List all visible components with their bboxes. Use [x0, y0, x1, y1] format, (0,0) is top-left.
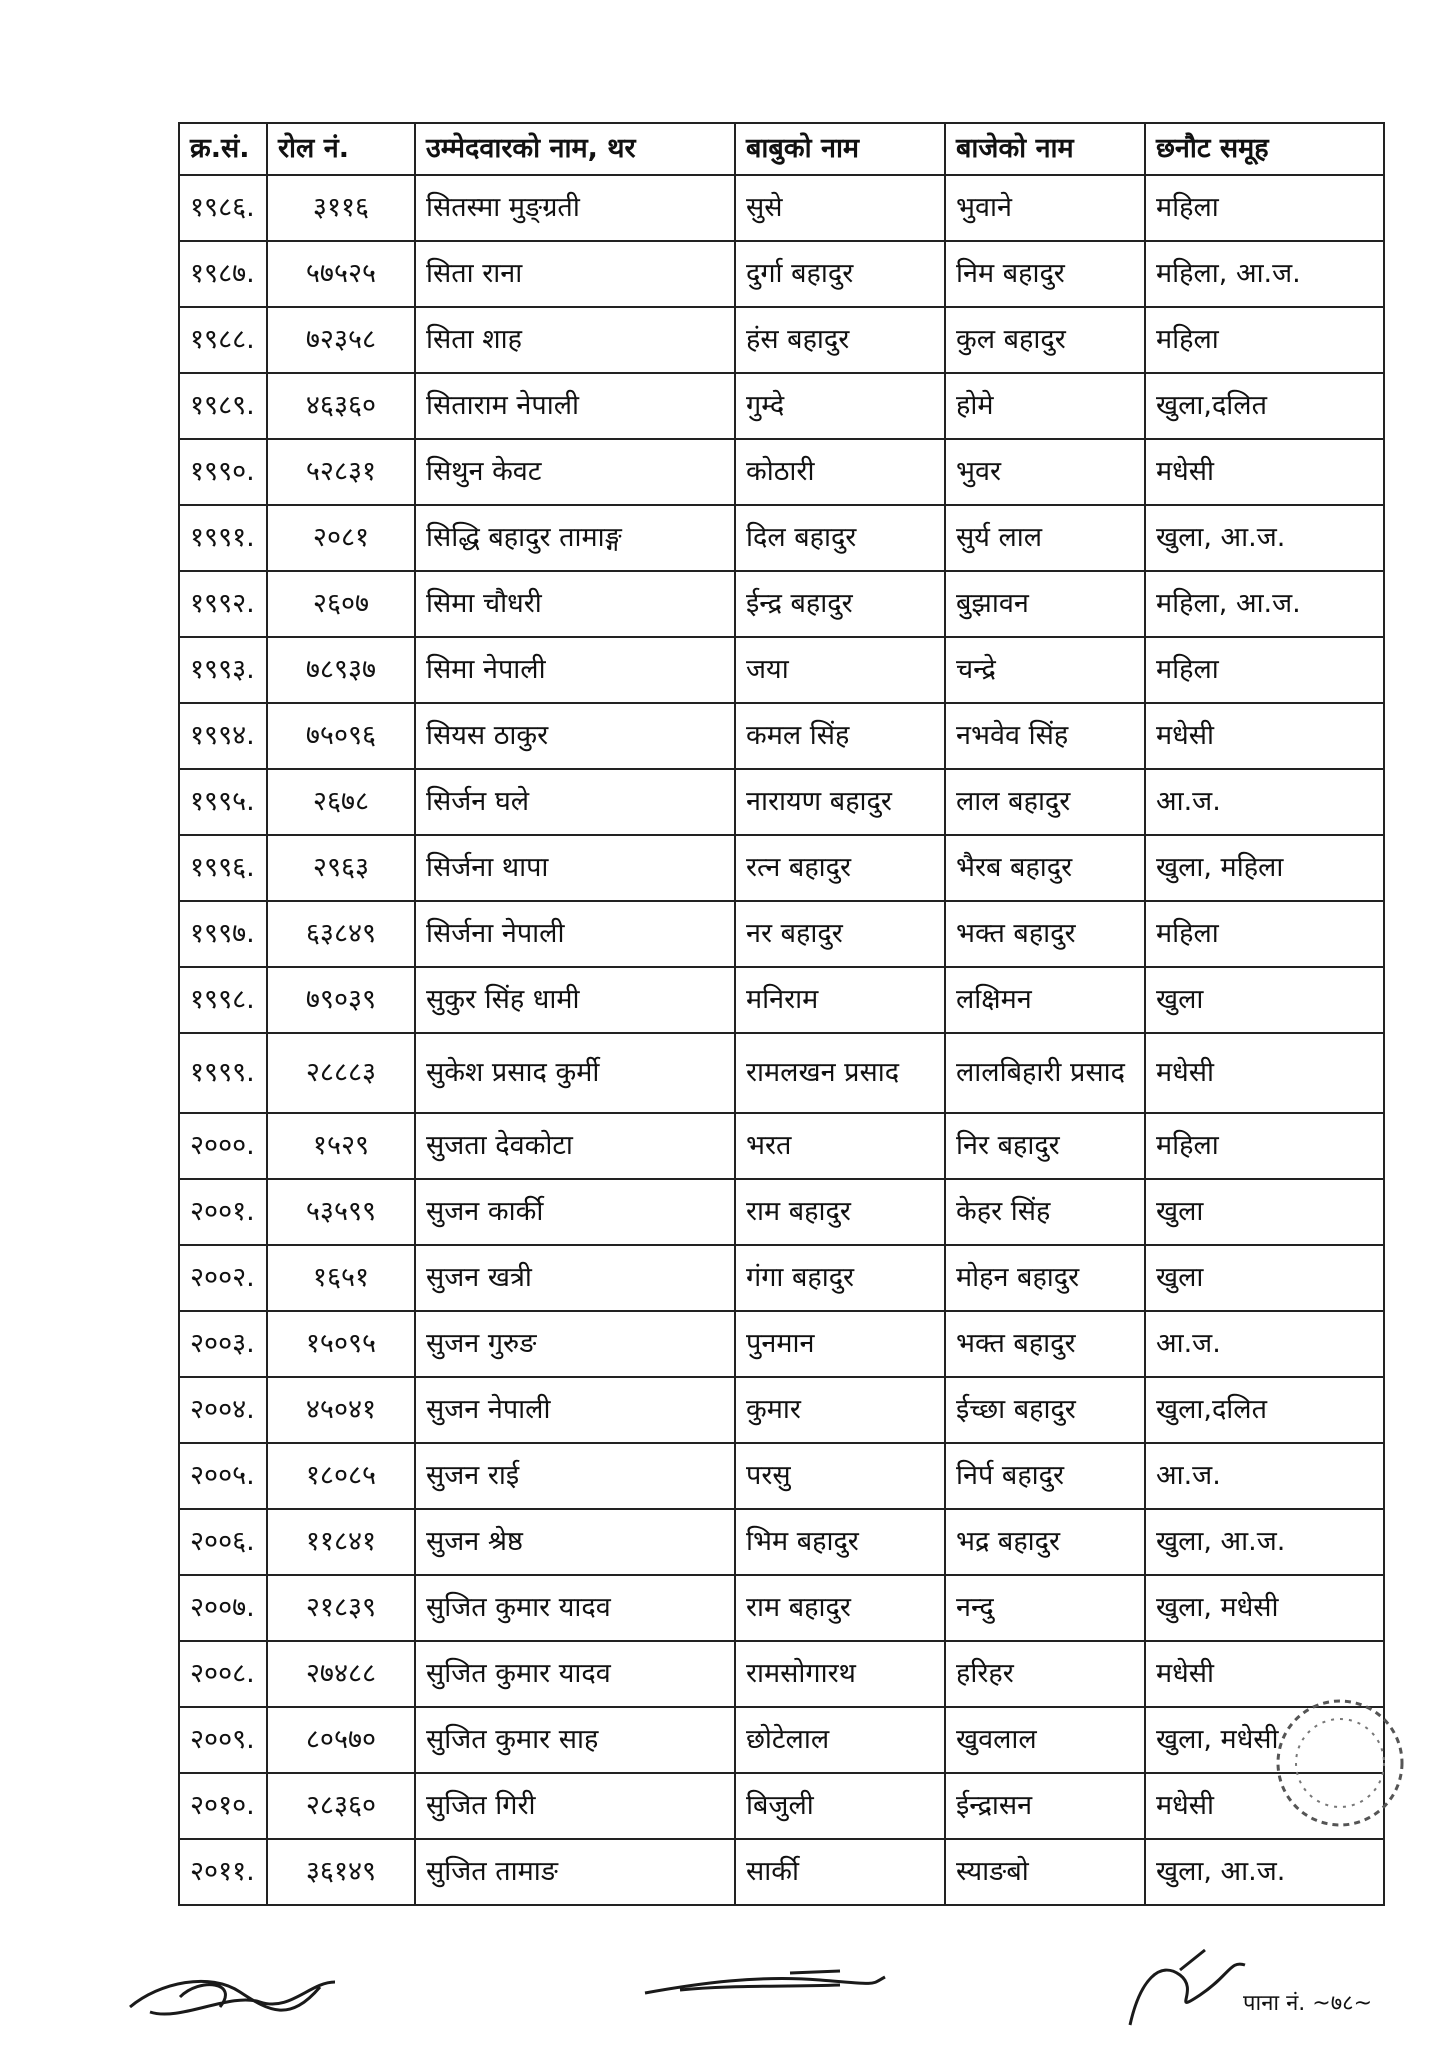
cell-selection-group: खुला, मधेसी: [1145, 1575, 1384, 1641]
cell-grandfather-name: निर्प बहादुर: [945, 1443, 1145, 1509]
header-roll: रोल नं.: [267, 123, 415, 175]
cell-candidate-name: सुजन श्रेष्ठ: [415, 1509, 735, 1575]
cell-roll: २९६३: [267, 835, 415, 901]
cell-selection-group: मधेसी: [1145, 1033, 1384, 1113]
cell-candidate-name: सुकेश प्रसाद कुर्मी: [415, 1033, 735, 1113]
header-serial: क्र.सं.: [179, 123, 267, 175]
cell-candidate-name: सिथुन केवट: [415, 439, 735, 505]
cell-grandfather-name: लक्षिमन: [945, 967, 1145, 1033]
cell-grandfather-name: खुवलाल: [945, 1707, 1145, 1773]
table-row: [179, 1179, 1384, 1245]
cell-roll: ७८९३७: [267, 637, 415, 703]
cell-grandfather-name: कुल बहादुर: [945, 307, 1145, 373]
table-row: [179, 307, 1384, 373]
cell-father-name: गंगा बहादुर: [735, 1245, 945, 1311]
cell-roll: ५३५९९: [267, 1179, 415, 1245]
table-row: [179, 1707, 1384, 1773]
cell-roll: ४६३६०: [267, 373, 415, 439]
cell-roll: २६७८: [267, 769, 415, 835]
table-row: [179, 1245, 1384, 1311]
cell-candidate-name: सिता शाह: [415, 307, 735, 373]
cell-roll: २७४८८: [267, 1641, 415, 1707]
cell-selection-group: खुला,दलित: [1145, 373, 1384, 439]
cell-serial: १९९८.: [179, 967, 267, 1033]
cell-selection-group: महिला, आ.ज.: [1145, 571, 1384, 637]
cell-grandfather-name: चन्द्रे: [945, 637, 1145, 703]
cell-serial: १९९०.: [179, 439, 267, 505]
header-father-name: बाबुको नाम: [735, 123, 945, 175]
cell-candidate-name: सुजित कुमार यादव: [415, 1641, 735, 1707]
cell-serial: २०००.: [179, 1113, 267, 1179]
cell-grandfather-name: भैरब बहादुर: [945, 835, 1145, 901]
cell-selection-group: महिला: [1145, 307, 1384, 373]
table-row: [179, 1113, 1384, 1179]
cell-father-name: भरत: [735, 1113, 945, 1179]
table-row: [179, 1773, 1384, 1839]
cell-father-name: नर बहादुर: [735, 901, 945, 967]
cell-grandfather-name: स्याङबो: [945, 1839, 1145, 1905]
cell-grandfather-name: हरिहर: [945, 1641, 1145, 1707]
table-row: [179, 1839, 1384, 1905]
cell-father-name: भिम बहादुर: [735, 1509, 945, 1575]
cell-candidate-name: सिमा नेपाली: [415, 637, 735, 703]
cell-roll: १५०९५: [267, 1311, 415, 1377]
table-row: [179, 1311, 1384, 1377]
cell-father-name: सार्की: [735, 1839, 945, 1905]
cell-candidate-name: सुजन खत्री: [415, 1245, 735, 1311]
cell-roll: ८०५७०: [267, 1707, 415, 1773]
cell-serial: २००१.: [179, 1179, 267, 1245]
table-row: [179, 1509, 1384, 1575]
cell-father-name: सुसे: [735, 175, 945, 241]
cell-father-name: छोटेलाल: [735, 1707, 945, 1773]
cell-father-name: रामसोगारथ: [735, 1641, 945, 1707]
cell-grandfather-name: बुझावन: [945, 571, 1145, 637]
cell-grandfather-name: ईन्द्रासन: [945, 1773, 1145, 1839]
cell-father-name: कोठारी: [735, 439, 945, 505]
cell-serial: १९९७.: [179, 901, 267, 967]
cell-serial: १९९५.: [179, 769, 267, 835]
cell-father-name: गुम्दे: [735, 373, 945, 439]
table-row: [179, 703, 1384, 769]
cell-serial: २००६.: [179, 1509, 267, 1575]
cell-roll: ५२८३१: [267, 439, 415, 505]
header-selection-group: छनौट समूह: [1145, 123, 1384, 175]
cell-roll: १६५१: [267, 1245, 415, 1311]
cell-selection-group: मधेसी: [1145, 703, 1384, 769]
cell-selection-group: महिला: [1145, 637, 1384, 703]
cell-serial: १९८७.: [179, 241, 267, 307]
cell-candidate-name: सुजता देवकोटा: [415, 1113, 735, 1179]
cell-candidate-name: सुजित कुमार यादव: [415, 1575, 735, 1641]
cell-selection-group: महिला, आ.ज.: [1145, 241, 1384, 307]
cell-roll: ७२३५८: [267, 307, 415, 373]
cell-roll: ७९०३९: [267, 967, 415, 1033]
cell-candidate-name: सियस ठाकुर: [415, 703, 735, 769]
cell-roll: १८०८५: [267, 1443, 415, 1509]
cell-candidate-name: सुजन गुरुङ: [415, 1311, 735, 1377]
cell-serial: २००५.: [179, 1443, 267, 1509]
cell-serial: १९८६.: [179, 175, 267, 241]
cell-grandfather-name: सुर्य लाल: [945, 505, 1145, 571]
cell-candidate-name: सिद्धि बहादुर तामाङ्ग: [415, 505, 735, 571]
cell-grandfather-name: निम बहादुर: [945, 241, 1145, 307]
cell-serial: १९९९.: [179, 1033, 267, 1113]
cell-serial: २००७.: [179, 1575, 267, 1641]
cell-selection-group: महिला: [1145, 901, 1384, 967]
cell-roll: ६३८४९: [267, 901, 415, 967]
cell-selection-group: खुला, महिला: [1145, 835, 1384, 901]
table-row: [179, 1443, 1384, 1509]
cell-serial: २००३.: [179, 1311, 267, 1377]
cell-father-name: कमल सिंह: [735, 703, 945, 769]
cell-grandfather-name: भुवाने: [945, 175, 1145, 241]
header-grandfather-name: बाजेको नाम: [945, 123, 1145, 175]
cell-grandfather-name: भुवर: [945, 439, 1145, 505]
cell-selection-group: मधेसी: [1145, 1641, 1384, 1707]
table-row: [179, 1641, 1384, 1707]
table-row: [179, 901, 1384, 967]
cell-candidate-name: सिर्जन घले: [415, 769, 735, 835]
cell-candidate-name: सुजन राई: [415, 1443, 735, 1509]
table-row: [179, 835, 1384, 901]
cell-candidate-name: सिताराम नेपाली: [415, 373, 735, 439]
signature-middle-icon: [640, 1955, 890, 2010]
cell-selection-group: आ.ज.: [1145, 1311, 1384, 1377]
cell-candidate-name: सुजन कार्की: [415, 1179, 735, 1245]
cell-serial: २००८.: [179, 1641, 267, 1707]
cell-candidate-name: सिता राना: [415, 241, 735, 307]
cell-selection-group: महिला: [1145, 1113, 1384, 1179]
cell-father-name: पुनमान: [735, 1311, 945, 1377]
cell-serial: २०१०.: [179, 1773, 267, 1839]
cell-serial: १९९१.: [179, 505, 267, 571]
cell-selection-group: खुला, आ.ज.: [1145, 505, 1384, 571]
cell-candidate-name: सुजित कुमार साह: [415, 1707, 735, 1773]
cell-father-name: जया: [735, 637, 945, 703]
cell-father-name: हंस बहादुर: [735, 307, 945, 373]
cell-candidate-name: सिमा चौधरी: [415, 571, 735, 637]
cell-roll: २१८३९: [267, 1575, 415, 1641]
table-row: [179, 769, 1384, 835]
cell-roll: ३११६: [267, 175, 415, 241]
results-table: [178, 122, 1385, 1906]
cell-grandfather-name: नभवेव सिंह: [945, 703, 1145, 769]
table-row: [179, 175, 1384, 241]
cell-serial: १९९२.: [179, 571, 267, 637]
page-number: पाना नं. ~७८~: [1243, 1991, 1373, 2016]
cell-serial: २००४.: [179, 1377, 267, 1443]
cell-candidate-name: सुजन नेपाली: [415, 1377, 735, 1443]
cell-selection-group: खुला: [1145, 1245, 1384, 1311]
cell-roll: ५७५२५: [267, 241, 415, 307]
table-row: [179, 1377, 1384, 1443]
signature-right-icon: [1110, 1940, 1250, 2035]
table-header-row: [179, 123, 1384, 175]
table-row: [179, 505, 1384, 571]
cell-roll: १५२९: [267, 1113, 415, 1179]
table-row: [179, 637, 1384, 703]
cell-father-name: ईन्द्र बहादुर: [735, 571, 945, 637]
cell-serial: १९९४.: [179, 703, 267, 769]
cell-grandfather-name: होमे: [945, 373, 1145, 439]
cell-selection-group: खुला, आ.ज.: [1145, 1509, 1384, 1575]
cell-grandfather-name: केहर सिंह: [945, 1179, 1145, 1245]
cell-roll: ११८४१: [267, 1509, 415, 1575]
cell-roll: ३६१४९: [267, 1839, 415, 1905]
cell-candidate-name: सिर्जना नेपाली: [415, 901, 735, 967]
table-row: [179, 571, 1384, 637]
table-row: [179, 967, 1384, 1033]
cell-selection-group: खुला,दलित: [1145, 1377, 1384, 1443]
cell-selection-group: आ.ज.: [1145, 1443, 1384, 1509]
cell-roll: २८८८३: [267, 1033, 415, 1113]
cell-roll: २६०७: [267, 571, 415, 637]
cell-father-name: बिजुली: [735, 1773, 945, 1839]
cell-serial: १९८८.: [179, 307, 267, 373]
cell-grandfather-name: भक्त बहादुर: [945, 1311, 1145, 1377]
cell-father-name: मनिराम: [735, 967, 945, 1033]
cell-roll: २०८१: [267, 505, 415, 571]
cell-grandfather-name: भद्र बहादुर: [945, 1509, 1145, 1575]
cell-candidate-name: सुजित तामाङ: [415, 1839, 735, 1905]
cell-selection-group: खुला, मधेसी: [1145, 1707, 1384, 1773]
cell-selection-group: महिला: [1145, 175, 1384, 241]
table-row: [179, 241, 1384, 307]
cell-roll: ७५०९६: [267, 703, 415, 769]
cell-grandfather-name: निर बहादुर: [945, 1113, 1145, 1179]
cell-grandfather-name: भक्त बहादुर: [945, 901, 1145, 967]
cell-serial: २००९.: [179, 1707, 267, 1773]
cell-selection-group: खुला: [1145, 967, 1384, 1033]
cell-selection-group: आ.ज.: [1145, 769, 1384, 835]
cell-selection-group: खुला: [1145, 1179, 1384, 1245]
cell-selection-group: मधेसी: [1145, 1773, 1384, 1839]
cell-candidate-name: सुजित गिरी: [415, 1773, 735, 1839]
table-row: [179, 439, 1384, 505]
cell-father-name: राम बहादुर: [735, 1179, 945, 1245]
cell-father-name: राम बहादुर: [735, 1575, 945, 1641]
cell-grandfather-name: ईच्छा बहादुर: [945, 1377, 1145, 1443]
cell-father-name: नारायण बहादुर: [735, 769, 945, 835]
cell-father-name: रत्न बहादुर: [735, 835, 945, 901]
cell-father-name: परसु: [735, 1443, 945, 1509]
table-row: [179, 1575, 1384, 1641]
cell-candidate-name: सुकुर सिंह धामी: [415, 967, 735, 1033]
cell-father-name: कुमार: [735, 1377, 945, 1443]
cell-roll: २८३६०: [267, 1773, 415, 1839]
cell-grandfather-name: नन्दु: [945, 1575, 1145, 1641]
cell-father-name: रामलखन प्रसाद: [735, 1033, 945, 1113]
cell-candidate-name: सितस्मा मुङ्ग्रती: [415, 175, 735, 241]
cell-serial: २०११.: [179, 1839, 267, 1905]
cell-serial: १९८९.: [179, 373, 267, 439]
cell-grandfather-name: लालबिहारी प्रसाद: [945, 1033, 1145, 1113]
cell-serial: १९९३.: [179, 637, 267, 703]
cell-selection-group: मधेसी: [1145, 439, 1384, 505]
signature-left-icon: [120, 1952, 350, 2032]
cell-grandfather-name: लाल बहादुर: [945, 769, 1145, 835]
office-stamp-icon: [1255, 1688, 1405, 1858]
cell-roll: ४५०४१: [267, 1377, 415, 1443]
cell-serial: १९९६.: [179, 835, 267, 901]
cell-father-name: दिल बहादुर: [735, 505, 945, 571]
cell-grandfather-name: मोहन बहादुर: [945, 1245, 1145, 1311]
cell-serial: २००२.: [179, 1245, 267, 1311]
cell-selection-group: खुला, आ.ज.: [1145, 1839, 1384, 1905]
cell-father-name: दुर्गा बहादुर: [735, 241, 945, 307]
table-row: [179, 1033, 1384, 1113]
table-row: [179, 373, 1384, 439]
header-candidate-name: उम्मेदवारको नाम, थर: [415, 123, 735, 175]
cell-candidate-name: सिर्जना थापा: [415, 835, 735, 901]
